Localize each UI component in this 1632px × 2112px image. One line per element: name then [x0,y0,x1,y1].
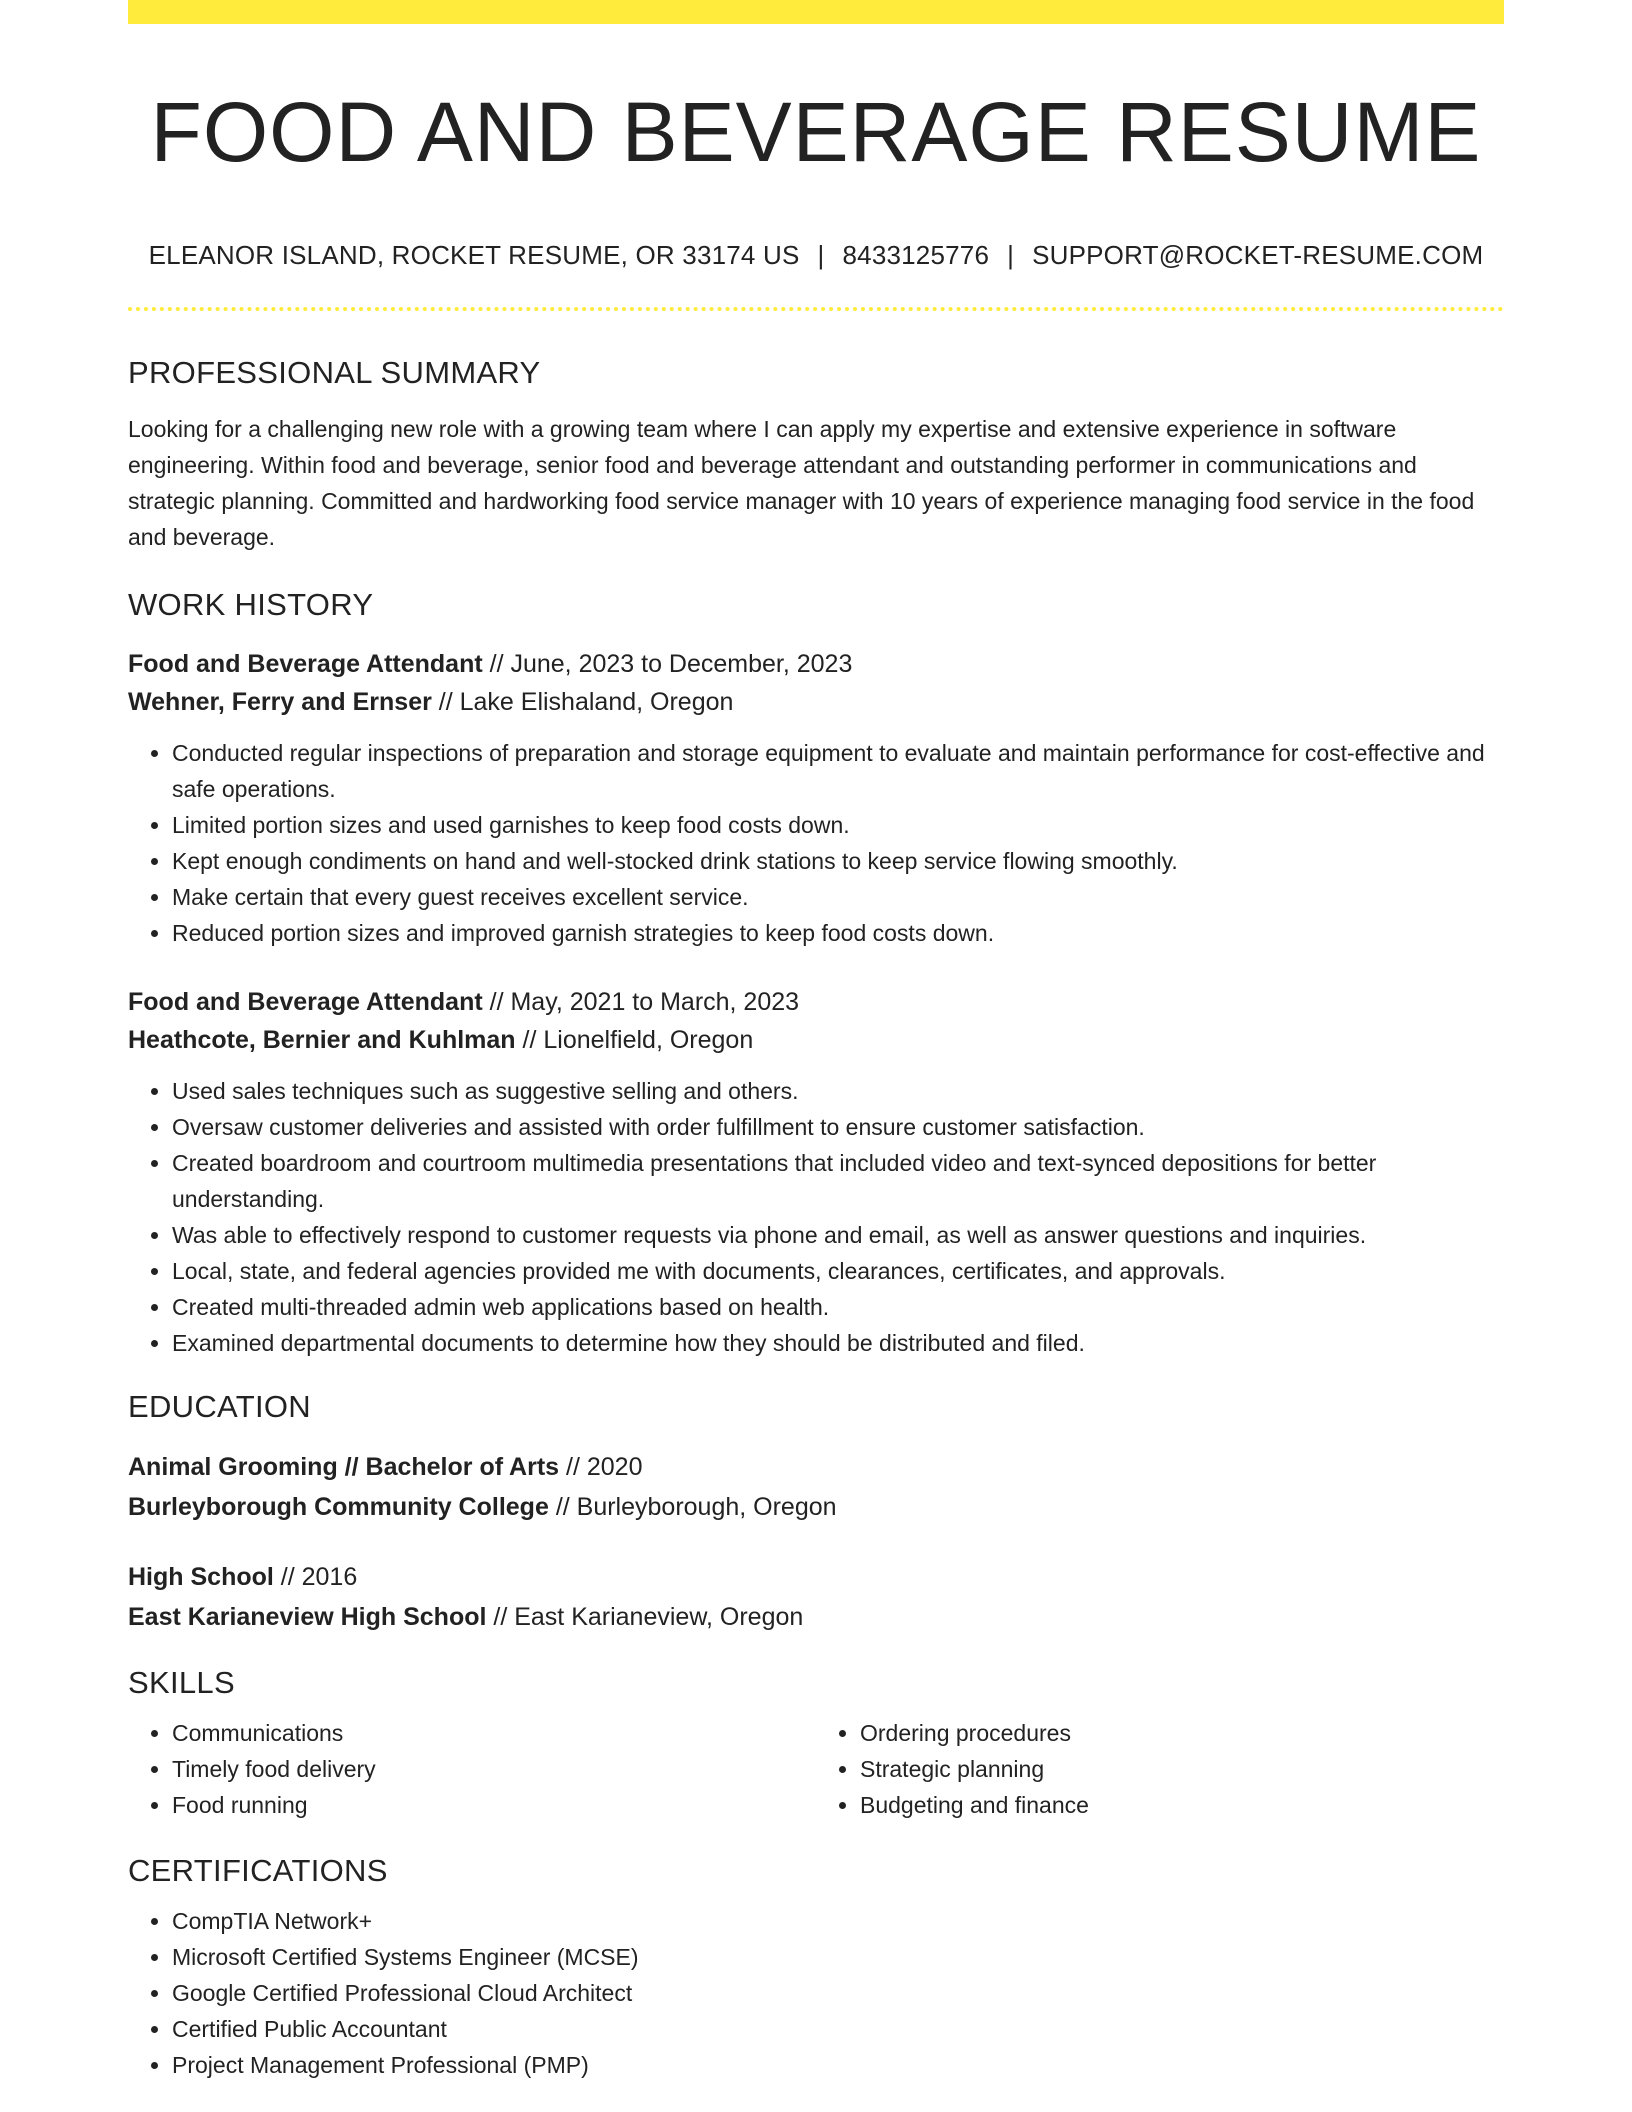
summary-heading: PROFESSIONAL SUMMARY [128,355,541,391]
summary-text: Looking for a challenging new role with a growing team where I can apply my expertise and extensive experience in software engineering. Within food and beverage, senior food and beverage attendant and outstanding performer in communications and strategic planning. Committed and hardworking food service manager with 10 years of experience managing food service in the food and beverage. [128,416,1475,551]
job-dates: // June, 2023 to December, 2023 [489,650,853,679]
contact-address: ELEANOR ISLAND, ROCKET RESUME, OR 33174 US [148,240,800,271]
list-item: • Microsoft Certified Systems Engineer (MCSE) [172,1939,1504,1975]
education-degree: High School [128,1563,274,1592]
list-item: • Local, state, and federal agencies provided me with documents, clearances, certificates, and approvals. [172,1253,1504,1289]
list-item: • Was able to effectively respond to customer requests via phone and email, as well as answer questions and inquiries. [172,1217,1504,1253]
education-year: // 2016 [280,1563,358,1592]
job-duties [128,1073,1504,1361]
skills-right-column [816,1715,1504,1823]
summary-section [128,355,1504,555]
contact-separator: | [1007,240,1015,271]
skills-columns [128,1715,1504,1823]
work-history-heading: WORK HISTORY [128,587,374,623]
education-degree-line [128,1447,1504,1487]
job-location: // Lionelfield, Oregon [522,1026,754,1055]
job-location: // Lake Elishaland, Oregon [438,688,734,717]
list-item: • Food running [172,1787,816,1823]
contact-email: SUPPORT@ROCKET-RESUME.COM [1032,240,1484,271]
list-item: • Used sales techniques such as suggestive selling and others. [172,1073,1504,1109]
list-item: • Created multi-threaded admin web applications based on health. [172,1289,1504,1325]
education-degree-line [128,1557,1504,1597]
list-item: • Google Certified Professional Cloud Architect [172,1975,1504,2011]
job-entry [128,983,1504,1361]
education-school: Burleyborough Community College [128,1493,549,1522]
contact-line [128,240,1504,271]
education-section [128,1389,1504,1637]
resume-content [128,0,1504,2083]
certifications-heading: CERTIFICATIONS [128,1853,388,1889]
list-item: • Timely food delivery [172,1751,816,1787]
certifications-section [128,1853,1504,2083]
education-location: // East Karianeview, Oregon [493,1603,804,1632]
education-entry [128,1557,1504,1637]
list-item: • Communications [172,1715,816,1751]
education-school: East Karianeview High School [128,1603,487,1632]
list-item: • Kept enough condiments on hand and well-stocked drink stations to keep service flowing smoothly. [172,843,1504,879]
skills-left-column [128,1715,816,1823]
contact-separator: | [817,240,825,271]
contact-phone: 8433125776 [842,240,990,271]
education-degree: Animal Grooming // Bachelor of Arts [128,1453,560,1482]
job-title: Food and Beverage Attendant [128,988,483,1017]
top-accent-bar [128,0,1504,24]
list-item: • Oversaw customer deliveries and assisted with order fulfillment to ensure customer satisfaction. [172,1109,1504,1145]
job-entry [128,645,1504,951]
list-item: • Conducted regular inspections of preparation and storage equipment to evaluate and maintain performance for cost-effective and safe operations. [172,735,1504,807]
education-school-line [128,1597,1504,1637]
education-entry [128,1447,1504,1527]
list-item: • Created boardroom and courtroom multimedia presentations that included video and text-synced depositions for better understanding. [172,1145,1504,1217]
list-item: • Reduced portion sizes and improved garnish strategies to keep food costs down. [172,915,1504,951]
list-item: • Limited portion sizes and used garnishes to keep food costs down. [172,807,1504,843]
job-company-line [128,1021,1504,1059]
list-item: • Certified Public Accountant [172,2011,1504,2047]
list-item: • Ordering procedures [860,1715,1504,1751]
list-item: • Examined departmental documents to determine how they should be distributed and filed. [172,1325,1504,1361]
skills-section [128,1665,1504,1823]
job-company: Wehner, Ferry and Ernser [128,688,432,717]
job-duties [128,735,1504,951]
job-title-line [128,983,1504,1021]
job-dates: // May, 2021 to March, 2023 [489,988,800,1017]
list-item: • Make certain that every guest receives excellent service. [172,879,1504,915]
education-year: // 2020 [566,1453,643,1482]
list-item: • Strategic planning [860,1751,1504,1787]
job-company-line [128,683,1504,721]
list-item: • Project Management Professional (PMP) [172,2047,1504,2083]
job-title-line [128,645,1504,683]
work-history-section [128,587,1504,1361]
list-item: • CompTIA Network+ [172,1903,1504,1939]
resume-title: FOOD AND BEVERAGE RESUME [150,85,1482,179]
list-item: • Budgeting and finance [860,1787,1504,1823]
education-school-line [128,1487,1504,1527]
education-heading: EDUCATION [128,1389,311,1425]
job-company: Heathcote, Bernier and Kuhlman [128,1026,516,1055]
skills-heading: SKILLS [128,1665,235,1701]
dotted-divider [128,307,1504,311]
certifications-list [128,1903,1504,2083]
education-location: // Burleyborough, Oregon [555,1493,837,1522]
job-title: Food and Beverage Attendant [128,650,483,679]
